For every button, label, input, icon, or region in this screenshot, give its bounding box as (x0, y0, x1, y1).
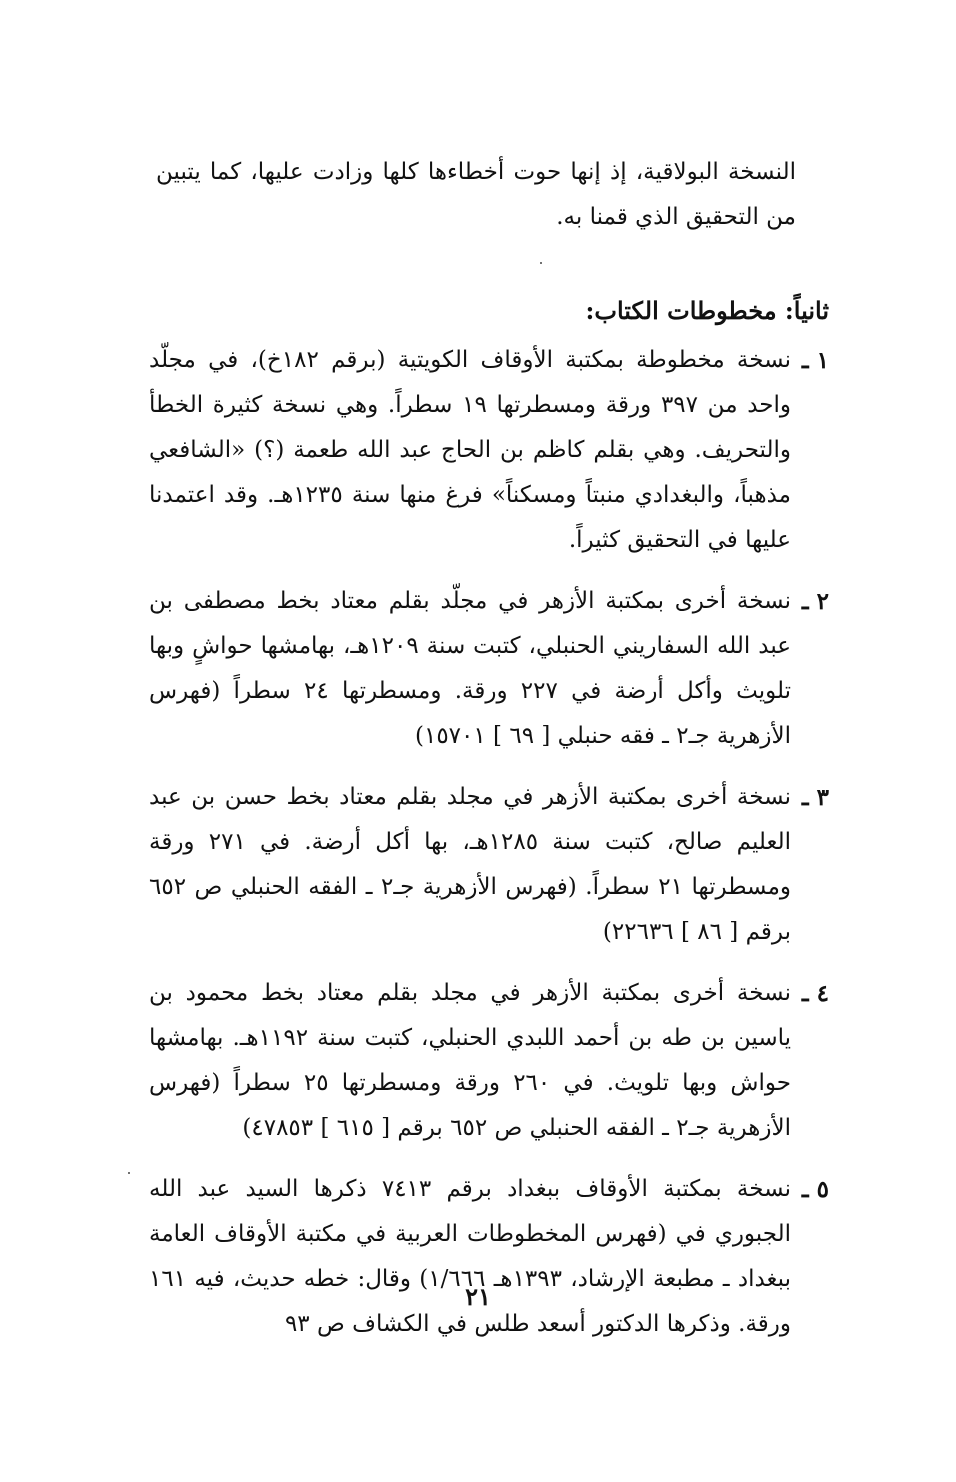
stray-dot (128, 1172, 130, 1174)
page-number: ٢١ (465, 1282, 491, 1311)
manuscript-list (149, 338, 829, 1363)
item-number: ٤ ـ (801, 980, 829, 1007)
list-item (149, 971, 829, 1151)
item-number: ١ ـ (801, 347, 829, 374)
section-title: ثانياً: مخطوطات الكتاب: (585, 296, 829, 325)
item-text: نسخة أخرى بمكتبة الأزهر في مجلّد بقلم معتاد بخط مصطفى بن عبد الله السفاريني الحنبلي، كتبت سنة ١٢٠٩هـ، بهامشها حواشٍ وبها تلويث وأكل أرضة في ٢٢٧ ورقة. ومسطرتها ٢٤ سطراً (فهرس الأزهرية جـ٢ ـ فقه حنبلي [ ٦٩ ] ١٥٧٠١) (149, 588, 792, 749)
intro-paragraph: النسخة البولاقية، إذ إنها حوت أخطاءها كلها وزادت عليها، كما يتبين من التحقيق الذي قمنا به. (156, 159, 797, 230)
list-item (149, 338, 829, 563)
list-item (149, 579, 829, 759)
item-number: ٢ ـ (801, 588, 829, 615)
list-item (149, 1167, 829, 1347)
item-text: نسخة أخرى بمكتبة الأزهر في مجلد بقلم معتاد بخط محمود بن ياسين بن طه بن أحمد اللبدي الحنبلي، كتبت سنة ١١٩٢هـ. بهامشها حواش وبها تلويث. في ٢٦٠ ورقة ومسطرتها ٢٥ سطراً (فهرس الأزهرية جـ٢ ـ الفقه الحنبلي ص ٦٥٢ برقم [ ٦١٥ ] ٤٧٨٥٣) (149, 980, 792, 1141)
item-text: نسخة بمكتبة الأوقاف ببغداد برقم ٧٤١٣ ذكرها السيد عبد الله الجبوري في (فهرس المخطوطات العربية في مكتبة الأوقاف العامة ببغداد ـ مطبعة الإرشاد، ١٣٩٣هـ ١/٦٦٦) وقال: خطه حديث، فيه ١٦١ ورقة. وذكرها الدكتور أسعد طلس في الكشاف ص ٩٣ (149, 1176, 791, 1337)
stray-dot (540, 262, 542, 264)
item-number: ٥ ـ (801, 1176, 829, 1203)
list-item (149, 775, 829, 955)
item-text: نسخة أخرى بمكتبة الأزهر في مجلد بقلم معتاد بخط حسن بن عبد العليم صالح، كتبت سنة ١٢٨٥هـ، بها أكل أرضة. في ٢٧١ ورقة ومسطرتها ٢١ سطراً. (فهرس الأزهرية جـ٢ ـ الفقه الحنبلي ص ٦٥٢ برقم [ ٨٦ ] ٢٢٦٣٦) (149, 784, 792, 945)
item-number: ٣ ـ (801, 784, 829, 811)
item-text: نسخة مخطوطة بمكتبة الأوقاف الكويتية (برقم ١٨٢خ)، في مجلّد واحد من ٣٩٧ ورقة ومسطرتها ١٩ سطراً. وهي نسخة كثيرة الخطأ والتحريف. وهي بقلم كاظم بن الحاج عبد الله طعمة (؟) «الشافعي مذهباً، والبغدادي منبتاً ومسكناً» فرغ منها سنة ١٢٣٥هـ. وقد اعتمدنا عليها في التحقيق كثيراً. (149, 347, 791, 553)
